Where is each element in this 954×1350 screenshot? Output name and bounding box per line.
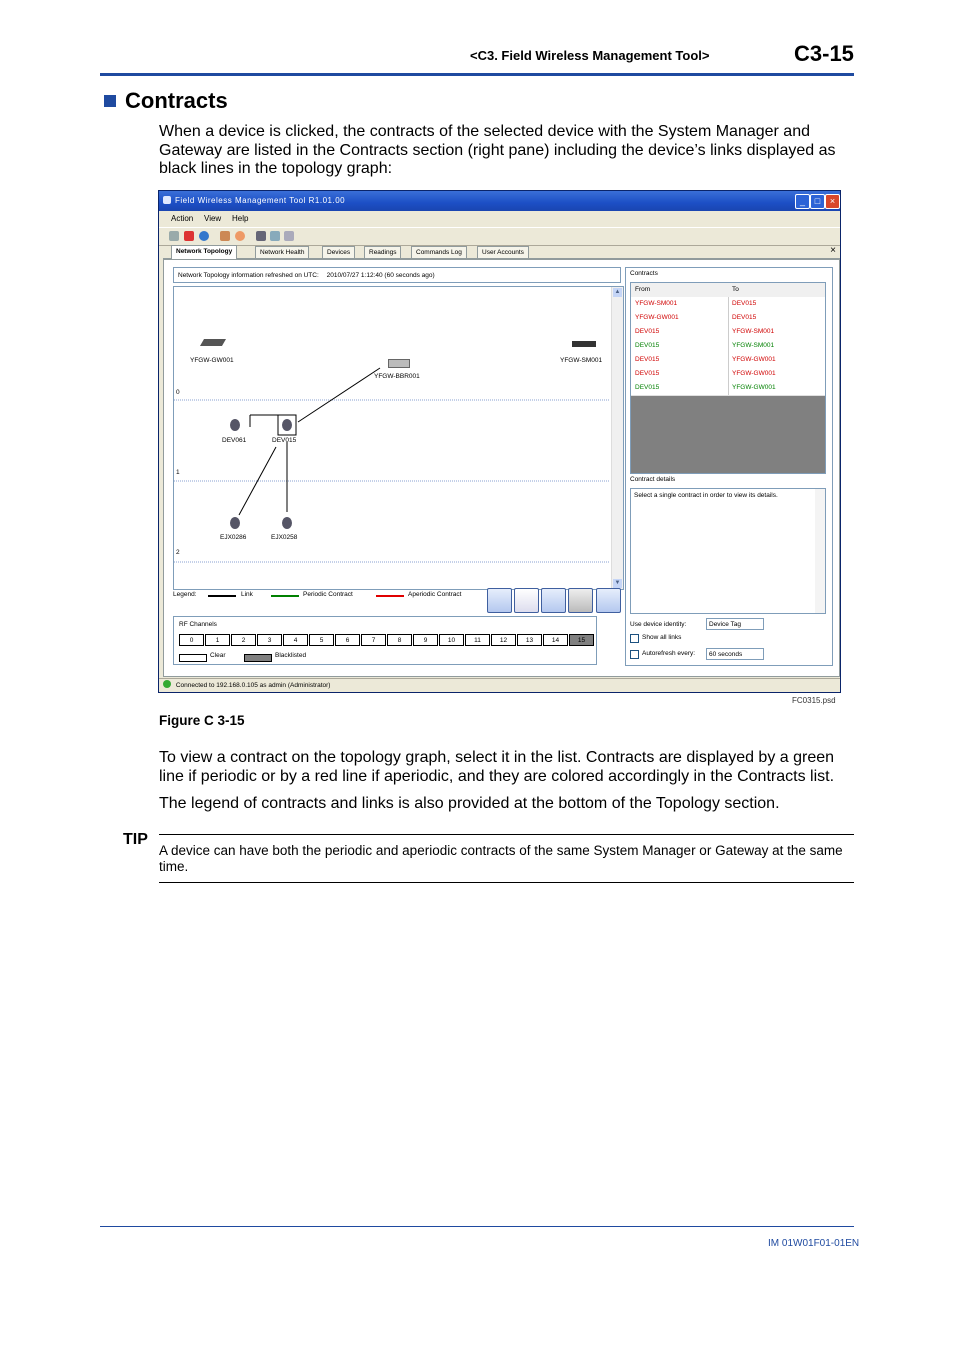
- tab-network-health[interactable]: Network Health: [255, 246, 309, 258]
- contract-from: DEV015: [635, 370, 660, 377]
- field-device-dev015-icon[interactable]: [282, 419, 292, 431]
- column-divider: [728, 367, 729, 381]
- contract-row[interactable]: [631, 353, 825, 368]
- contract-row[interactable]: [631, 381, 825, 396]
- legend-aperiodic: Aperiodic Contract: [408, 591, 462, 598]
- column-divider: [728, 339, 729, 353]
- contract-details-box[interactable]: [630, 488, 826, 614]
- topology-legend: [173, 589, 483, 603]
- label-gw001: YFGW-GW001: [190, 357, 234, 364]
- contracts-pane: [625, 267, 833, 666]
- maximize-icon[interactable]: □: [810, 194, 825, 209]
- app-window-screenshot: [158, 190, 841, 693]
- footer-rule: [100, 1226, 854, 1227]
- figure-caption: Figure C 3-15: [159, 713, 245, 728]
- rf-channel-5: 5: [309, 634, 334, 646]
- legend-link-swatch: [208, 595, 236, 597]
- rf-channel-10: 10: [439, 634, 464, 646]
- label-ejx0286: EJX0286: [220, 534, 247, 541]
- show-all-links-checkbox[interactable]: [630, 634, 639, 643]
- autorefresh-value: 60 seconds: [709, 651, 743, 658]
- system-manager-device-icon[interactable]: [572, 341, 596, 347]
- autorefresh-label: Autorefresh every:: [642, 650, 696, 657]
- tab-close-icon[interactable]: ×: [830, 245, 836, 256]
- rf-channel-13: 13: [517, 634, 542, 646]
- details-label: Contract details: [630, 476, 676, 483]
- contract-to: YFGW-GW001: [732, 356, 776, 363]
- label-sm001: YFGW-SM001: [560, 357, 603, 364]
- tab-commands-log[interactable]: Commands Log: [411, 246, 467, 258]
- level-label-0: 0: [176, 389, 180, 396]
- scroll-down-icon[interactable]: ▼: [614, 580, 621, 586]
- network-icon[interactable]: [220, 231, 230, 241]
- column-divider: [728, 353, 729, 367]
- menu-action[interactable]: Action: [171, 214, 194, 223]
- col-to: To: [732, 286, 739, 293]
- clear-swatch: [179, 654, 207, 662]
- device-identity-select[interactable]: [706, 618, 764, 630]
- rf-channel-3: 3: [257, 634, 282, 646]
- tab-user-accounts[interactable]: User Accounts: [477, 246, 529, 258]
- zoom-out-button[interactable]: [541, 588, 566, 613]
- scroll-up-icon[interactable]: ▲: [614, 289, 621, 295]
- bullet-square-icon: [104, 95, 116, 107]
- column-divider: [728, 325, 729, 339]
- connected-icon: [163, 680, 171, 688]
- rf-channel-4: 4: [283, 634, 308, 646]
- contract-to: DEV015: [732, 300, 757, 307]
- disconnect-icon[interactable]: [184, 231, 194, 241]
- section-heading-text: Contracts: [125, 88, 228, 113]
- section-heading: [104, 88, 228, 114]
- device-identity-value: Device Tag: [709, 621, 742, 628]
- refresh-label: Network Topology information refreshed on UTC:: [178, 272, 319, 279]
- contract-row[interactable]: [631, 325, 825, 340]
- tab-readings[interactable]: Readings: [364, 246, 401, 258]
- contract-from: DEV015: [635, 328, 660, 335]
- details-scrollbar[interactable]: [815, 489, 825, 613]
- rf-channels-label: RF Channels: [179, 621, 217, 628]
- device-icon[interactable]: [256, 231, 266, 241]
- tab-network-topology[interactable]: Network Topology: [171, 245, 237, 259]
- menu-help[interactable]: Help: [232, 214, 249, 223]
- legend-label: Legend:: [173, 591, 197, 598]
- show-all-links-label: Show all links: [642, 634, 682, 641]
- rf-blacklisted-label: Blacklisted: [275, 652, 307, 659]
- contract-to: YFGW-GW001: [732, 384, 776, 391]
- title-bar: [159, 191, 840, 211]
- contract-from: DEV015: [635, 356, 660, 363]
- field-device-ejx0258-icon[interactable]: [282, 517, 292, 529]
- rf-channels-panel: [173, 616, 597, 665]
- menu-view[interactable]: View: [204, 214, 222, 223]
- column-divider: [728, 311, 729, 325]
- contract-to: YFGW-GW001: [732, 370, 776, 377]
- settings-button[interactable]: [568, 588, 593, 613]
- figure-file-id: FC0315.psd: [792, 696, 836, 705]
- page-number: C3-15: [794, 41, 854, 66]
- label-dev061: DEV061: [222, 437, 247, 444]
- rf-channel-2: 2: [231, 634, 256, 646]
- field-device-ejx0286-icon[interactable]: [230, 517, 240, 529]
- close-icon[interactable]: ×: [825, 194, 840, 209]
- rf-channel-1: 1: [205, 634, 230, 646]
- topology-scrollbar[interactable]: [611, 287, 623, 589]
- running-header: <C3. Field Wireless Management Tool>: [470, 48, 710, 63]
- toolbar: [159, 227, 840, 246]
- contract-to: YFGW-SM001: [732, 328, 775, 335]
- label-dev015: DEV015: [272, 437, 297, 444]
- contract-from: DEV015: [635, 384, 660, 391]
- col-from: From: [635, 286, 651, 293]
- contract-row[interactable]: [631, 339, 825, 354]
- level-label-2: 2: [176, 549, 180, 556]
- level-label-1: 1: [176, 469, 180, 476]
- contract-from: YFGW-SM001: [635, 300, 678, 307]
- legend-aperiodic-swatch: [376, 595, 404, 597]
- tip-text: A device can have both the periodic and aperiodic contracts of the same System Manager or Gateway at the same time.: [159, 843, 843, 874]
- rf-channel-9: 9: [413, 634, 438, 646]
- tip-label: TIP: [123, 831, 148, 848]
- contracts-header-row: [631, 283, 825, 298]
- rf-channel-8: 8: [387, 634, 412, 646]
- menu-bar: [159, 211, 840, 227]
- blacklisted-swatch: [244, 654, 272, 662]
- tab-devices[interactable]: Devices: [322, 246, 355, 258]
- contract-to: DEV015: [732, 314, 757, 321]
- legend-periodic: Periodic Contract: [303, 591, 353, 598]
- link-dev015-bbr: [298, 368, 380, 422]
- tip-top-rule: [159, 834, 854, 835]
- fit-view-button[interactable]: [487, 588, 512, 613]
- window-title: Field Wireless Management Tool R1.01.00: [175, 196, 346, 205]
- use-identity-label: Use device identity:: [630, 621, 687, 628]
- document-id: IM 01W01F01-01EN: [768, 1238, 860, 1249]
- gateway-device-icon[interactable]: [200, 339, 226, 346]
- field-device-dev061-icon[interactable]: [230, 419, 240, 431]
- details-text: Select a single contract in order to view its details.: [634, 492, 778, 499]
- contract-from: YFGW-GW001: [635, 314, 679, 321]
- rf-channel-15: 15: [569, 634, 594, 646]
- rf-channel-7: 7: [361, 634, 386, 646]
- refresh-button[interactable]: [596, 588, 621, 613]
- status-text: Connected to 192.168.0.105 as admin (Administrator): [175, 682, 331, 689]
- legend-link: Link: [241, 591, 253, 598]
- app-icon: [163, 196, 171, 204]
- contract-row[interactable]: [631, 311, 825, 326]
- column-divider: [728, 297, 729, 311]
- info-icon[interactable]: [199, 231, 209, 241]
- label-ejx0258: EJX0258: [271, 534, 298, 541]
- contract-from: DEV015: [635, 342, 660, 349]
- intro-paragraph: When a device is clicked, the contracts of the selected device with the System Manager and Gateway are listed in the Contracts section (right pane) including the device’s links displayed as black lines in the topology graph:: [159, 123, 836, 177]
- contract-row[interactable]: [631, 297, 825, 312]
- tab-strip: [163, 245, 840, 259]
- contract-to: YFGW-SM001: [732, 342, 775, 349]
- backbone-router-icon[interactable]: [388, 359, 410, 368]
- rf-clear-label: Clear: [210, 652, 226, 659]
- status-bar: [159, 678, 840, 693]
- rf-channel-6: 6: [335, 634, 360, 646]
- contracts-table[interactable]: [630, 282, 826, 474]
- rf-channel-12: 12: [491, 634, 516, 646]
- rf-channel-0: 0: [179, 634, 204, 646]
- column-divider: [728, 381, 729, 395]
- minimize-icon[interactable]: _: [795, 194, 810, 209]
- autorefresh-checkbox[interactable]: [630, 650, 639, 659]
- log-icon[interactable]: [284, 231, 294, 241]
- header-rule: [100, 73, 854, 76]
- zoom-in-button[interactable]: [514, 588, 539, 613]
- topology-graph[interactable]: [173, 286, 624, 590]
- label-bbr001: YFGW-BBR001: [374, 373, 420, 380]
- rf-channel-14: 14: [543, 634, 568, 646]
- chart-icon[interactable]: [270, 231, 280, 241]
- rf-channel-11: 11: [465, 634, 490, 646]
- autorefresh-select[interactable]: [706, 648, 764, 660]
- refresh-time: 2010/07/27 1:12:40 (60 seconds ago): [326, 272, 435, 279]
- signal-icon[interactable]: [235, 231, 245, 241]
- body-paragraph-2: To view a contract on the topology graph, select it in the list. Contracts are displayed by a green line if periodic or by a red line if aperiodic, and they are colored accordingly in the Contracts list.: [159, 749, 835, 785]
- connect-icon[interactable]: [169, 231, 179, 241]
- contracts-label: Contracts: [630, 270, 658, 277]
- refresh-info: [173, 267, 621, 283]
- legend-periodic-swatch: [271, 595, 299, 597]
- contract-row[interactable]: [631, 367, 825, 382]
- body-paragraph-3: The legend of contracts and links is also provided at the bottom of the Topology section.: [159, 795, 780, 812]
- tip-bottom-rule: [159, 882, 854, 883]
